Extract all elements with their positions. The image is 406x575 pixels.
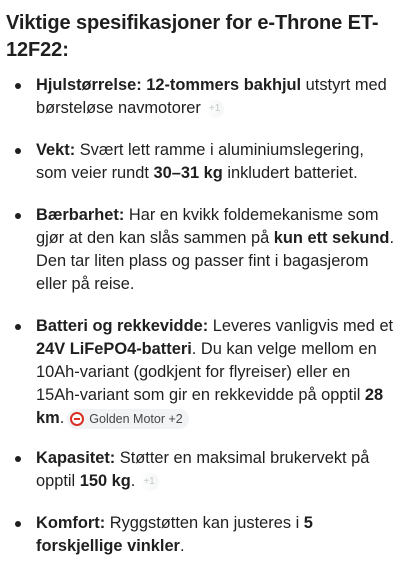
list-item-weight	[6, 139, 398, 185]
item-text: .	[130, 472, 136, 490]
list-item-wheel-size	[6, 74, 398, 120]
item-text: Har en kvikk foldemekanisme som gjør at den kan slås sammen på	[36, 206, 379, 247]
item-text: Støtter en maksimal brukervekt på opptil	[36, 449, 370, 490]
source-chip-faded[interactable]: +1	[139, 473, 158, 491]
list-item-comfort	[6, 512, 398, 558]
item-bold-value: 28 km	[36, 386, 384, 427]
source-chip[interactable]	[67, 409, 188, 429]
source-chip-faded[interactable]: +1	[205, 100, 224, 118]
list-item-capacity	[6, 447, 398, 493]
list-item-battery-range	[6, 315, 398, 430]
item-bold-value: 5 forskjellige vinkler	[36, 514, 313, 555]
spec-list	[6, 74, 398, 558]
section-heading: Viktige spesifikasjoner for e-Throne ET-12F22:	[6, 12, 379, 61]
item-text: Ryggstøtten kan justeres i	[105, 514, 304, 532]
item-bold-value: kun ett sekund	[273, 229, 390, 247]
item-text: .	[59, 409, 65, 427]
item-bold-value: 24V LiFePO4-batteri	[36, 340, 192, 358]
item-text: . Den tar liten plass og passer fint i bagasjerom eller på reise.	[36, 229, 395, 293]
item-label: Kapasitet:	[36, 449, 116, 467]
source-logo-icon	[70, 412, 84, 426]
list-item-portability	[6, 204, 398, 296]
item-text: . Du kan velge mellom en 10Ah-variant (godkjent for flyreiser) eller en 15Ah-variant som gir en rekkevidde på opptil	[36, 340, 377, 404]
item-text: Leveres vanligvis med et	[208, 317, 394, 335]
item-text: inkludert batteriet.	[222, 164, 358, 182]
item-bold-value: 30–31 kg	[153, 164, 223, 182]
item-label: Bærbarhet:	[36, 206, 125, 224]
item-text: utstyrt med børsteløse navmotorer	[36, 76, 387, 117]
item-label: Vekt:	[36, 141, 76, 159]
item-text: .	[179, 537, 185, 555]
item-label: Hjulstørrelse:	[36, 76, 142, 94]
item-text: Svært lett ramme i aluminiumslegering, som veier rundt	[36, 141, 364, 182]
item-label: Batteri og rekkevidde:	[36, 317, 209, 335]
item-label: Komfort:	[36, 514, 106, 532]
item-bold-value: 12-tommers bakhjul	[146, 76, 302, 94]
item-bold-value: 150 kg	[79, 472, 131, 490]
source-chip-label: Golden Motor +2	[89, 411, 183, 426]
